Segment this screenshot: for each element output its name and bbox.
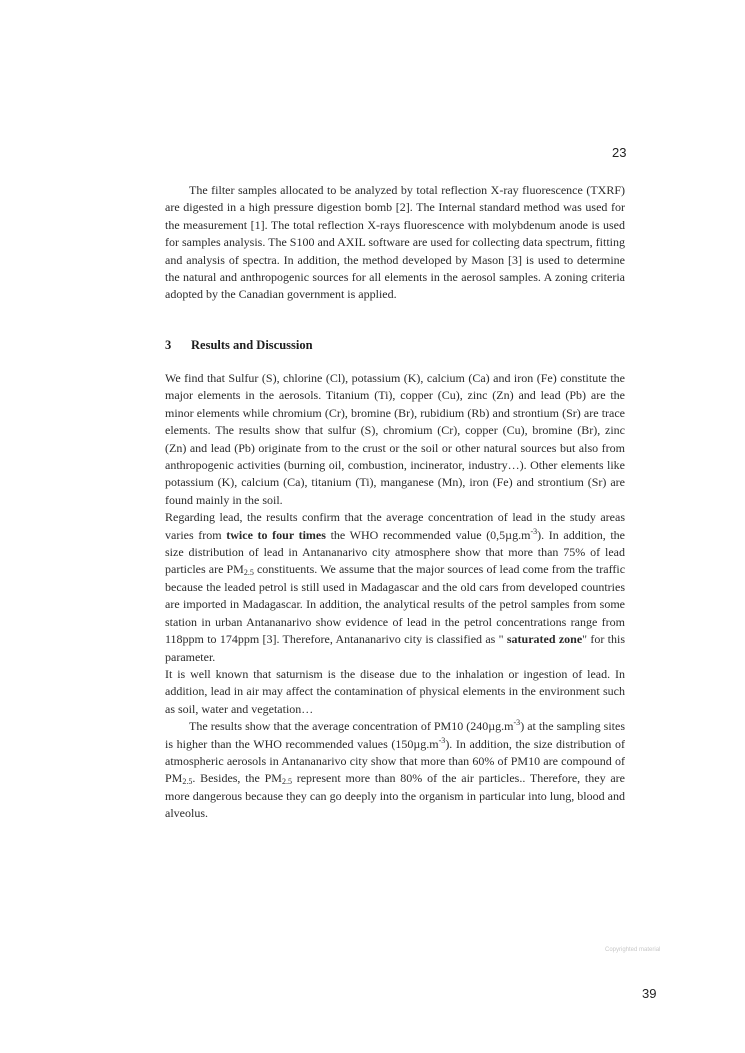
pm-sup-unit-1: -3 (513, 718, 521, 728)
pm-sup-unit-2: -3 (438, 735, 446, 745)
paragraph-pm10 (165, 718, 625, 822)
pm-text-e: represent more than 80% of the air particles.. Therefore, they are more dangerous because they can go deeply into the organism in particular into lung, blood and alveolus. (165, 771, 625, 821)
paragraph-saturnism: It is well known that saturnism is the disease due to the inhalation or ingestion of lead. In addition, lead in air may affect the contamination of physical elements in the environment such as soil, water and vegetation… (165, 666, 625, 716)
lead-emphasis-twice-four: twice to four times (226, 527, 326, 542)
lead-text-d: constituents. We assume that the major sources of lead come from the traffic because the leaded petrol is still used in Madagascar and the old cars from developed countries are imported in Madagascar. In addition, the analytical results of the petrol samples from some station in urban Antananarivo show evidence of lead in the petrol concentrations range from 118ppm to 174ppm [3]. Therefore, Antananarivo city is classified as " (165, 562, 626, 647)
page-number-bottom: 39 (642, 986, 657, 1001)
pm-text-a: The results show that the average concentration of PM10 (240µg.m (189, 719, 514, 734)
lead-emphasis-saturated: saturated zone (506, 632, 583, 647)
pm-sub-1: 2.5 (182, 777, 193, 787)
intro-paragraph: The filter samples allocated to be analyzed by total reflection X-ray fluorescence (TXRF) are digested in a high pressure digestion bomb [2]. The Internal standard method was used for the measurement [1]. The total reflection X-rays fluorescence with molybdenum anode is used for samples analysis. The S100 and AXIL software are used for collecting data spectrum, fitting and analysis of spectra. In addition, the method developed by Mason [3] is used to determine the natural and anthropogenic sources for all elements in the aerosol samples. A zoning criteria adopted by the Canadian government is applied. (165, 183, 625, 302)
lead-text-e: " for this parameter. (165, 632, 625, 664)
copyright-watermark: Copyrighted material (605, 947, 661, 953)
lead-text-b: the WHO recommended value (0,5µg.m (330, 527, 531, 542)
paragraph-elements: We find that Sulfur (S), chlorine (Cl), potassium (K), calcium (Ca) and iron (Fe) constitute the major elements in the aerosols. Titanium (Ti), copper (Cu), zinc (Zn) and lead (Pb) are the minor elements while chromium (Cr), bromine (Br), rubidium (Rb) and strontium (Sr) are trace elements. The results show that sulfur (S), chromium (Cr), copper (Cu), bromine (Br), zinc (Zn) and lead (Pb) originate from to the crust or the soil or other natural sources but also from anthropogenic activities (burning oil, combustion, incinerator, industry…). Other elements like potassium (K), calcium (Ca), titanium (Ti), manganese (Mn), iron (Fe) and strontium (Sr) are found mainly in the soil. (165, 371, 625, 507)
section-heading (165, 338, 313, 353)
pm-text-c: ). In addition, the size distribution of atmospheric aerosols in Antananarivo city show that more than 60% of PM10 are compound of PM (165, 736, 626, 786)
section-title: Results and Discussion (191, 338, 313, 352)
methods-text-block (165, 182, 625, 304)
lead-text-c: ). In addition, the size distribution of lead in Antananarivo city atmosphere show that more than 75% of lead particles are PM (165, 527, 626, 577)
lead-sup-unit: -3 (530, 526, 538, 536)
pm-sub-2: 2.5 (281, 777, 292, 787)
pm-text-d: . Besides, the PM (192, 771, 282, 786)
section-number: 3 (165, 338, 172, 352)
page-number-top: 23 (612, 145, 627, 160)
lead-sub-pm: 2.5 (243, 568, 254, 578)
paragraph-lead (165, 509, 625, 666)
lead-text-a: Regarding lead, the results confirm that the average concentration of lead in the study areas varies from (165, 510, 625, 542)
pm-text-b: ) at the sampling sites is higher than the WHO recommended values (150µg.m (165, 719, 625, 751)
results-text-block (165, 370, 625, 823)
